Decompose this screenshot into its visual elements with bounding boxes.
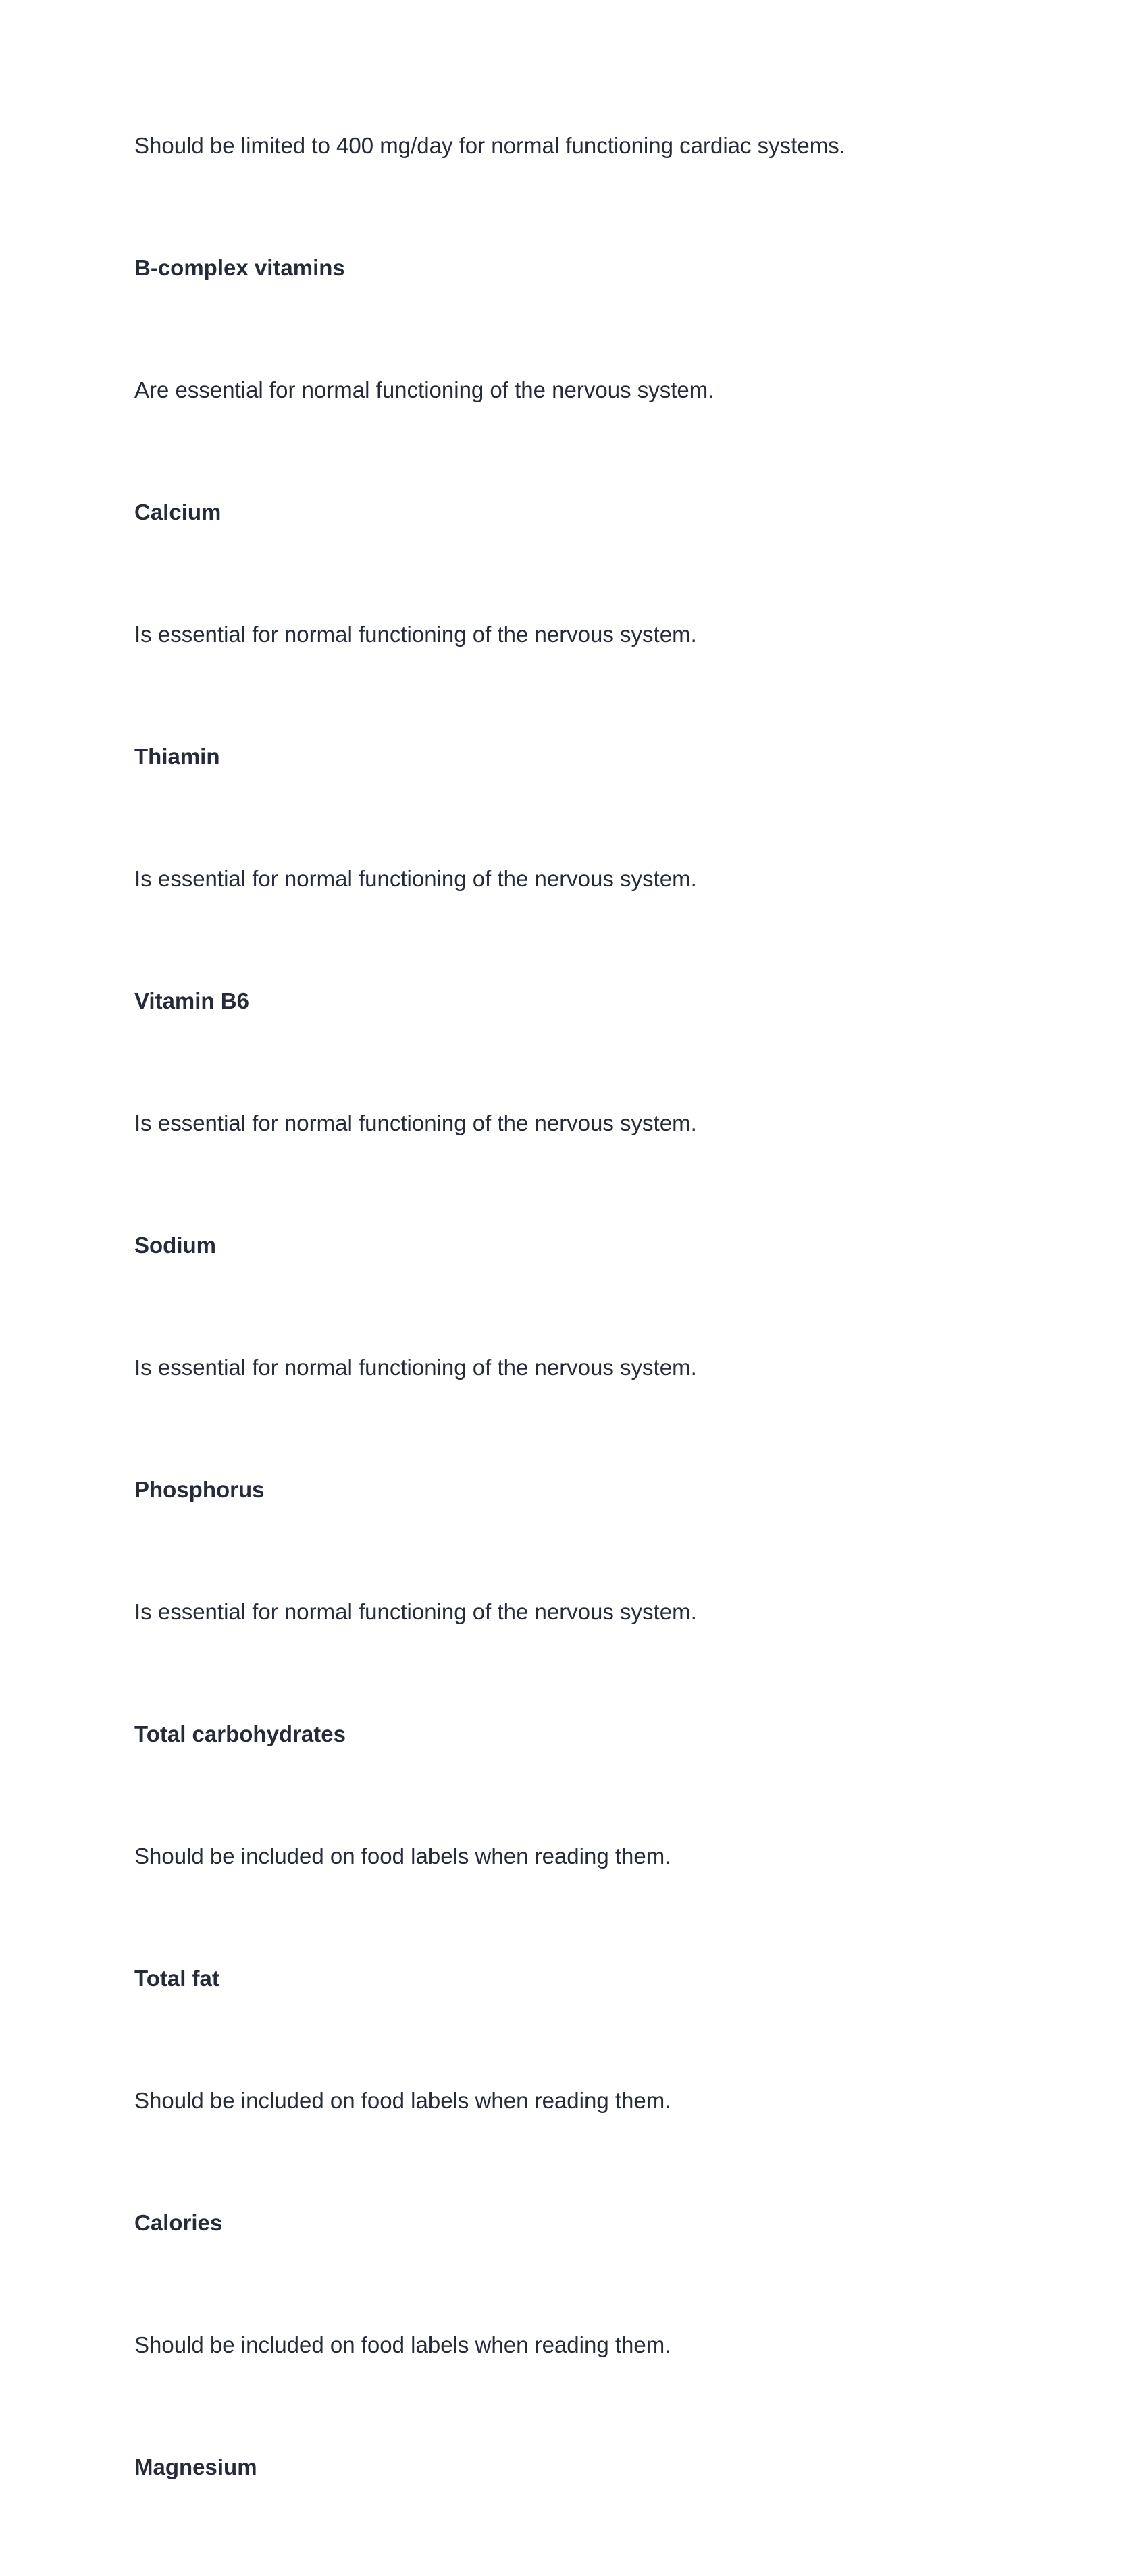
term-heading: Vitamin B6 [134, 988, 249, 1013]
term-heading: Calcium [134, 500, 221, 525]
term-description: Should be included on food labels when reading them. [134, 2088, 671, 2113]
term-heading: Magnesium [134, 2454, 257, 2479]
term-description: Should be included on food labels when reading them. [134, 1844, 671, 1869]
term-heading: Thiamin [134, 744, 220, 769]
intro-text: Should be limited to 400 mg/day for normal functioning cardiac systems. [134, 133, 845, 158]
term-description: Is essential for normal functioning of the nervous system. [134, 1599, 697, 1624]
term-description: Are essential for normal functioning of the nervous system. [134, 377, 714, 402]
term-description: Is essential for normal functioning of the nervous system. [134, 866, 697, 891]
term-heading: Calories [134, 2210, 223, 2235]
term-description: Is essential for normal functioning of the nervous system. [134, 1110, 697, 1135]
term-heading: Phosphorus [134, 1477, 265, 1502]
term-description: Should be included on food labels when reading them. [134, 2332, 671, 2357]
term-heading: B-complex vitamins [134, 255, 345, 280]
term-heading: Total fat [134, 1966, 219, 1991]
term-heading: Sodium [134, 1233, 216, 1258]
document-content [134, 132, 1012, 2576]
term-heading: Total carbohydrates [134, 1721, 346, 1746]
term-description: Is essential for normal functioning of the nervous system. [134, 622, 697, 647]
term-description: Is essential for normal functioning of the nervous system. [134, 1355, 697, 1380]
